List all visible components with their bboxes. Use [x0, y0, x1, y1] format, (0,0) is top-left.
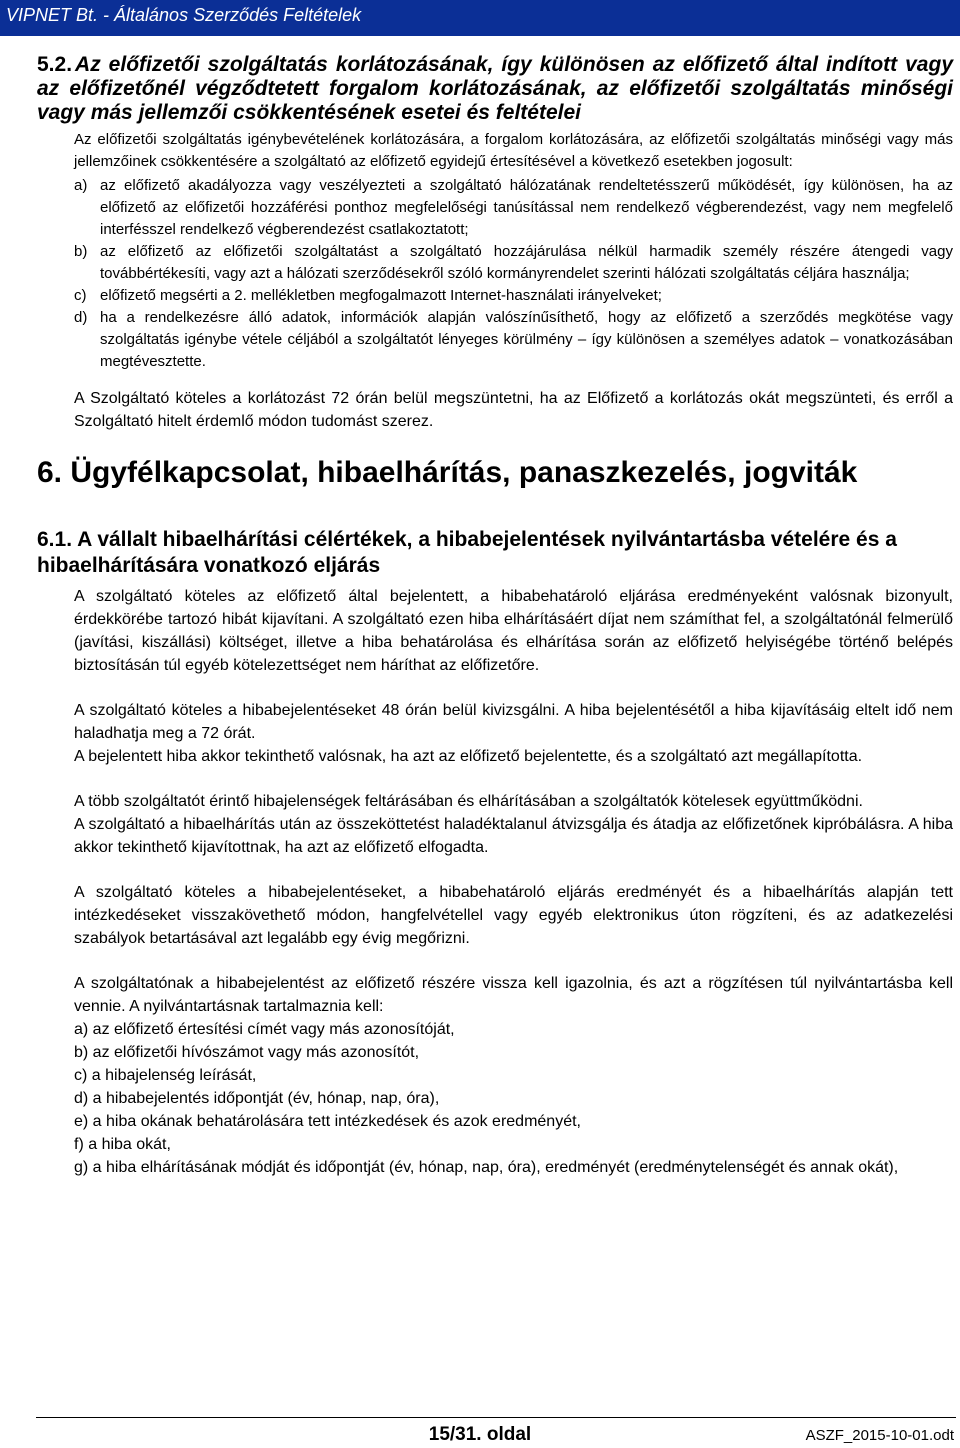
list-item: g) a hiba elhárításának módját és időpontját (év, hónap, nap, óra), eredményét (eredménytelenségét és annak okát), [74, 1159, 899, 1176]
section-number: 5.2. [37, 53, 73, 76]
document-filename: ASZF_2015-10-01.odt [805, 1427, 954, 1444]
section-5-2-heading [37, 53, 957, 125]
paragraph: A szolgáltató köteles a hibabejelentéseket 48 órán belül kivizsgálni. A hiba bejelentésétől a hiba kijavításáig eltelt idő nem haladhatja meg a 72 órát. [74, 702, 953, 742]
section-title: A vállalt hibaelhárítási célértékek, a hibabejelentések nyilvántartásba vételére és a hibaelhárítására vonatkozó eljárás [37, 528, 897, 577]
list-item: a) az előfizető értesítési címét vagy más azonosítóját, [74, 1021, 455, 1038]
paragraph: A több szolgáltatót érintő hibajelenségek feltárásában és elhárításában a szolgáltatók kötelesek együttműködni. [74, 793, 863, 810]
section-5-2-list [37, 175, 957, 373]
section-6-1-heading [37, 527, 957, 579]
list-item-label: d) [74, 309, 88, 326]
list-item: d) a hibabejelentés időpontját (év, hónap, nap, óra), [74, 1090, 440, 1107]
list-item [74, 241, 953, 285]
list-item: f) a hiba okát, [74, 1136, 171, 1153]
paragraph: A szolgáltató köteles a hibabejelentéseket, a hibabehatároló eljárás eredményét és a hibaelhárítás alapján tett intézkedéseket visszakövethető módon, hangfelvétellel vagy egyéb elektronikus úton rögzíteni, és az adatkezelési szabályok betartásával azt legalább egy évig megőrizni. [74, 884, 953, 947]
list-item [74, 307, 953, 373]
chapter-6-heading: 6. Ügyfélkapcsolat, hibaelhárítás, panaszkezelés, jogviták [37, 456, 858, 489]
list-item-text: az előfizető akadályozza vagy veszélyezteti a szolgáltató hálózatának rendeltetésszerű működését, így különösen, ha az előfizető az előfizetői hozzáférési ponthoz megfelelőségi tanúsítással nem rendelkező végberendezést, vagy nem megfelelő interfésszel rendelkező végberendezést csatlakoztatott; [100, 177, 953, 238]
list-item-label: b) [74, 243, 88, 260]
paragraph: A szolgáltató a hibaelhárítás után az összeköttetést haladéktalanul átvizsgálja és átadja az előfizetőnek kipróbálásra. A hiba akkor tekinthető kijavítottnak, ha azt az előfizető elfogadta. [74, 816, 953, 856]
list-item: b) az előfizetői hívószámot vagy más azonosítót, [74, 1044, 420, 1061]
footer-divider [36, 1417, 956, 1418]
header-title: VIPNET Bt. - Általános Szerződés Feltételek [6, 5, 362, 25]
section-title: Az előfizetői szolgáltatás korlátozásának, így különösen az előfizető által indított vagy az előfizetőnél végződtetett forgalom korlátozásának, az előfizetői szolgáltatás minőségi vagy más jellemzői csökkentésének esetei és feltételei [37, 53, 953, 124]
paragraph: A szolgáltató köteles az előfizető által bejelentett, a hibabehatároló eljárása eredményeként valósnak bizonyult, érdekkörébe tartozó hibát kijavítani. A szolgáltató ezen hiba elhárításáért díjat nem számíthat fel, a szolgáltatónál felmerülő (javítási, kiszállási) költséget, illetve a hiba behatárolása és elhárítása során az előfizető helyiségébe történő belépés biztosításán túl egyéb kötelezettséget nem háríthat az előfizetőre. [74, 588, 953, 674]
paragraph: A bejelentett hiba akkor tekinthető valósnak, ha azt az előfizető bejelentette, és a szolgáltató azt megállapította. [74, 748, 863, 765]
page-number: 15/31. oldal [428, 1424, 532, 1445]
list-item-text: az előfizető az előfizetői szolgáltatást a szolgáltató hozzájárulása nélkül harmadik személy részére átengedi vagy továbbértékesíti, vagy azt a hálózati szerződésekről szóló kormányrendelet szerinti hálózati szolgáltatás céljára használja; [100, 243, 953, 282]
section-5-2-intro: Az előfizetői szolgáltatás igénybevételének korlátozására, a forgalom korlátozására, az előfizetői szolgáltatás minőségi vagy más jellemzőinek csökkentésére a szolgáltató az előfizető egyidejű értesítésével a következő esetekben jogosult: [74, 131, 953, 170]
list-item: e) a hiba okának behatárolására tett intézkedések és azok eredményét, [74, 1113, 581, 1130]
list-item-label: c) [74, 287, 87, 304]
page-content [37, 53, 957, 1179]
list-item-label: a) [74, 177, 88, 194]
page-header [0, 0, 960, 36]
section-6-1-body [37, 585, 957, 1179]
section-number: 6.1. [37, 528, 73, 551]
list-item-text: előfizető megsérti a 2. mellékletben megfogalmazott Internet-használati irányelveket; [100, 287, 662, 304]
list-item [74, 175, 953, 241]
list-item: c) a hibajelenség leírását, [74, 1067, 257, 1084]
section-5-2-closing: A Szolgáltató köteles a korlátozást 72 órán belül megszüntetni, ha az Előfizető a korlátozás okát megszünteti, és erről a Szolgáltató hitelt érdemlő módon tudomást szerez. [74, 390, 953, 430]
list-item [74, 285, 953, 307]
list-item-text: ha a rendelkezésre álló adatok, információk alapján valószínűsíthető, hogy az előfizető a szerződés megkötése vagy szolgáltatás igénybe vétele céljából a szolgáltatót lényeges körülmény – így különösen a személyes adatok – vonatkozásában megtévesztette. [100, 309, 953, 370]
paragraph: A szolgáltatónak a hibabejelentést az előfizető részére vissza kell igazolnia, és azt a rögzítésen túl nyilvántartásba kell vennie. A nyilvántartásnak tartalmaznia kell: [74, 975, 953, 1015]
